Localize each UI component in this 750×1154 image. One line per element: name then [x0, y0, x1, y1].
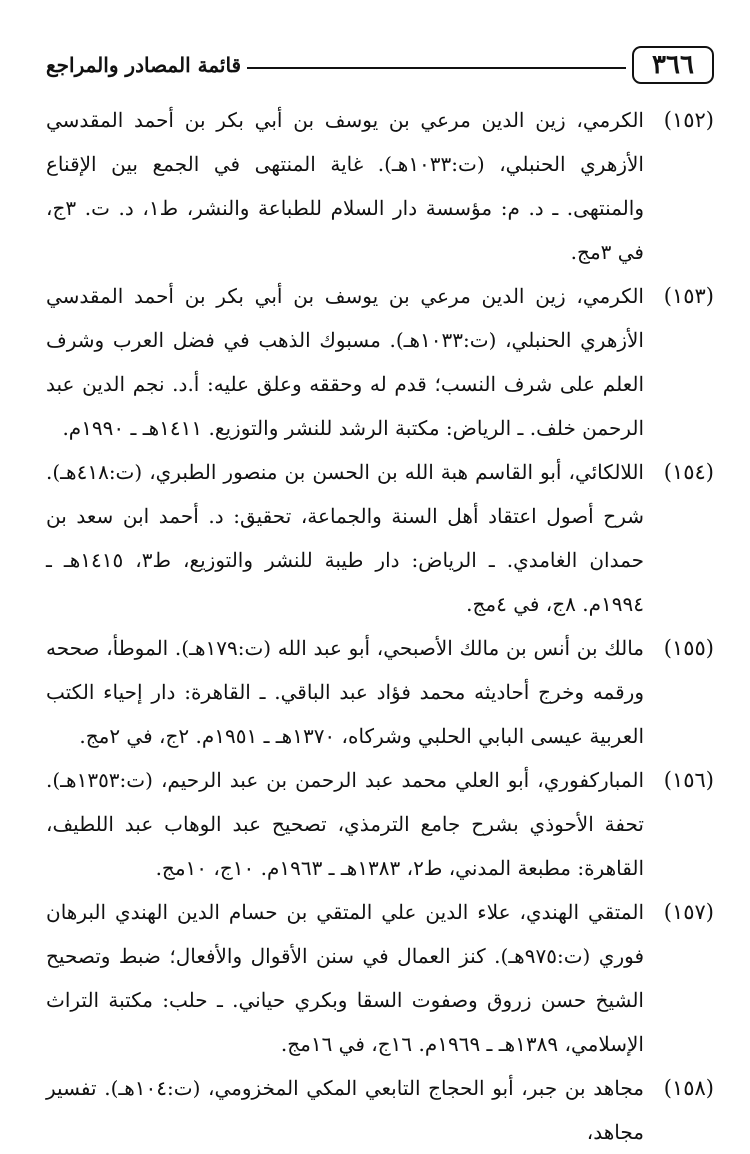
bibliography-entry — [46, 274, 714, 450]
entry-text: المتقي الهندي، علاء الدين علي المتقي بن حسام الدين الهندي البرهان فوري (ت:٩٧٥هـ). كنز العمال في سنن الأقوال والأفعال؛ ضبط وتصحيح الشيخ حسن زروق وصفوت السقا وبكري حياني. ـ حلب: مكتبة التراث الإسلامي، ١٣٨٩هـ ـ ١٩٦٩م. ١٦ج، في ١٦مج. — [46, 900, 644, 1056]
running-title: قائمة المصادر والمراجع — [46, 53, 242, 77]
bibliography-entry — [46, 98, 714, 274]
entry-number: (١٥٤) — [663, 460, 714, 484]
bibliography-entry — [46, 450, 714, 626]
header-rule — [247, 67, 626, 69]
bibliography-entry — [46, 1066, 714, 1154]
page-number: ٣٦٦ — [632, 46, 714, 84]
page-header — [46, 44, 714, 86]
bibliography-entry — [46, 890, 714, 1066]
entry-number: (١٥٧) — [663, 900, 714, 924]
entry-number: (١٥٢) — [663, 108, 714, 132]
entry-text: مالك بن أنس بن مالك الأصبحي، أبو عبد الله (ت:١٧٩هـ). الموطأ، صححه ورقمه وخرج أحاديثه محمد فؤاد عبد الباقي. ـ القاهرة: دار إحياء الكتب العربية عيسى البابي الحلبي وشركاه، ١٣٧٠هـ ـ ١٩٥١م. ٢ج، في ٢مج. — [46, 636, 644, 748]
entry-number: (١٥٦) — [663, 768, 714, 792]
entry-text: مجاهد بن جبر، أبو الحجاج التابعي المكي المخزومي، (ت:١٠٤هـ). تفسير مجاهد، — [46, 1076, 644, 1144]
entry-text: اللالكائي، أبو القاسم هبة الله بن الحسن بن منصور الطبري، (ت:٤١٨هـ). شرح أصول اعتقاد أهل السنة والجماعة، تحقيق: د. أحمد ابن سعد بن حمدان الغامدي. ـ الرياض: دار طيبة للنشر والتوزيع، ط٣، ١٤١٥هـ ـ ١٩٩٤م. ٨ج، في ٤مج. — [46, 460, 645, 616]
entry-text: الكرمي، زين الدين مرعي بن يوسف بن أبي بكر بن أحمد المقدسي الأزهري الحنبلي، (ت:١٠٣٣هـ). مسبوك الذهب في فضل العرب وشرف العلم على شرف النسب؛ قدم له وحققه وعلق عليه: أ.د. نجم الدين عبد الرحمن خلف. ـ الرياض: مكتبة الرشد للنشر والتوزيع. ١٤١١هـ ـ ١٩٩٠م. — [46, 284, 644, 440]
entry-text: المباركفوري، أبو العلي محمد عبد الرحمن بن عبد الرحيم، (ت:١٣٥٣هـ). تحفة الأحوذي بشرح جامع الترمذي، تصحيح عبد الوهاب عبد اللطيف، القاهرة: مطبعة المدني، ط٢، ١٣٨٣هـ ـ ١٩٦٣م. ١٠ج، ١٠مج. — [46, 768, 644, 880]
entry-number: (١٥٣) — [663, 284, 714, 308]
entry-number: (١٥٨) — [663, 1076, 714, 1100]
bibliography-entry — [46, 758, 714, 890]
bibliography-list — [46, 98, 714, 1154]
bibliography-entry — [46, 626, 714, 758]
entry-number: (١٥٥) — [663, 636, 714, 660]
entry-text: الكرمي، زين الدين مرعي بن يوسف بن أبي بكر بن أحمد المقدسي الأزهري الحنبلي، (ت:١٠٣٣هـ). غاية المنتهى في الجمع بين الإقناع والمنتهى. ـ د. م: مؤسسة دار السلام للطباعة والنشر، ط١، د. ت. ٣ج، في ٣مج. — [46, 108, 644, 264]
